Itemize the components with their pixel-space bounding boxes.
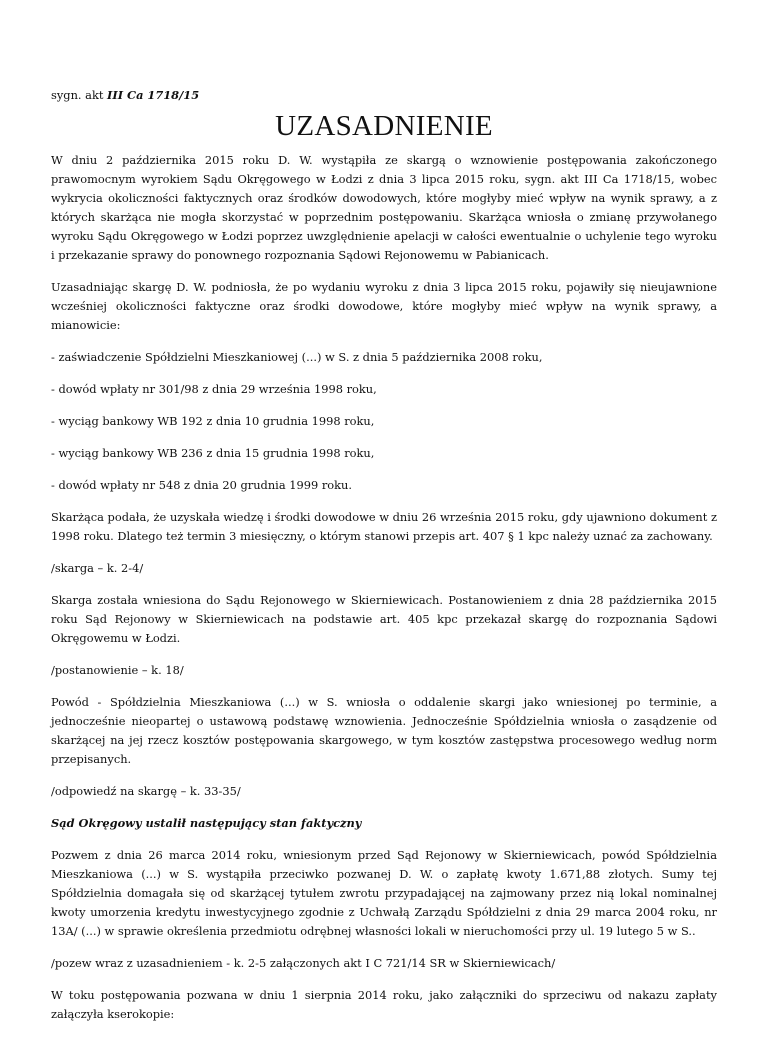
record-reference: /postanowienie – k. 18/ — [51, 663, 184, 677]
evidence-list-item: - dowód wpłaty nr 301/98 z dnia 29 września 1998 roku, — [51, 382, 377, 396]
evidence-list-item: - dowód wpłaty nr 548 z dnia 20 grudnia 1999 roku. — [51, 478, 353, 492]
section-heading: Sąd Okręgowy ustalił następujący stan faktyczny — [51, 816, 362, 830]
document-title: UZASADNIENIE — [275, 110, 493, 142]
case-reference — [51, 86, 717, 105]
evidence-list-item: - wyciąg bankowy WB 192 z dnia 10 grudnia 1998 roku, — [51, 414, 375, 428]
case-reference-number: III Ca 1718/15 — [107, 88, 200, 102]
paragraph-deadline: Skarżąca podała, że uzyskała wiedzę i środki dowodowe w dniu 26 września 2015 roku, gdy ujawniono dokument z 1998 roku. Dlatego też termin 3 miesięczny, o którym stanowi przepis art. 407 § 1 kpc należy uznać za zachowany. — [51, 510, 717, 543]
evidence-list-item: - zaświadczenie Spółdzielni Mieszkaniowej (...) w S. z dnia 5 października 2008 roku, — [51, 350, 543, 364]
record-reference: /skarga – k. 2-4/ — [51, 561, 144, 575]
paragraph-transfer: Skarga została wniesiona do Sądu Rejonowego w Skierniewicach. Postanowieniem z dnia 28 października 2015 roku Sąd Rejonowy w Skierniewicach na podstawie art. 405 kpc przekazał skargę do rozpoznania Sądowi Okręgowemu w Łodzi. — [51, 593, 717, 645]
paragraph-grounds: Uzasadniając skargę D. W. podniosła, że po wydaniu wyroku z dnia 3 lipca 2015 roku, pojawiły się nieujawnione wcześniej okoliczności faktyczne oraz środki dowodowe, które mogłyby mieć wpływ na wynik sprawy, a mianowicie: — [51, 280, 717, 332]
paragraph-facts: Pozwem z dnia 26 marca 2014 roku, wniesionym przed Sąd Rejonowy w Skierniewicach, powód Spółdzielnia Mieszkaniowa (...) w S. wystąpiła przeciwko pozwanej D. W. o zapłatę kwoty 1.671,88 złotych. Sumy tej Spółdzielnia domagała się od skarżącej tytułem zwrotu przypadającej na zajmowany przez nią lokal nominalnej kwoty umorzenia kredytu inwestycyjnego zgodnie z Uchwałą Zarządu Spółdzielni z dnia 29 marca 2004 roku, nr 13A/ (...) w sprawie określenia przedmiotu odrębnej własności lokali w nieruchomości przy ul. 19 lutego 5 w S.. — [51, 848, 717, 938]
record-reference: /odpowiedź na skargę – k. 33-35/ — [51, 784, 241, 798]
document-page — [51, 86, 717, 1037]
paragraph-intro: W dniu 2 października 2015 roku D. W. wystąpiła ze skargą o wznowienie postępowania zakończonego prawomocnym wyrokiem Sądu Okręgowego w Łodzi z dnia 3 lipca 2015 roku, sygn. akt III Ca 1718/15, wobec wykrycia okoliczności faktycznych oraz środków dowodowych, które mogłyby mieć wpływ na wynik sprawy, a z których skarżąca nie mogła skorzystać w poprzednim postępowaniu. Skarżąca wniosła o zmianę przywołanego wyroku Sądu Okręgowego w Łodzi poprzez uwzględnienie apelacji w całości ewentualnie o uchylenie tego wyroku i przekazanie sprawy do ponownego rozpoznania Sądowi Rejonowemu w Pabianicach. — [51, 153, 717, 262]
case-reference-prefix: sygn. akt — [51, 88, 108, 102]
paragraph-attachments: W toku postępowania pozwana w dniu 1 sierpnia 2014 roku, jako załączniki do sprzeciwu od nakazu zapłaty załączyła kserokopie: — [51, 988, 717, 1021]
evidence-list-item: - wyciąg bankowy WB 236 z dnia 15 grudnia 1998 roku, — [51, 446, 375, 460]
paragraph-plaintiff-response: Powód - Spółdzielnia Mieszkaniowa (...) w S. wniosła o oddalenie skargi jako wniesionej po terminie, a jednocześnie nieopartej o ustawową podstawę wznowienia. Jednocześnie Spółdzielnia wniosła o zasądzenie od skarżącej na jej rzecz kosztów postępowania skargowego, w tym kosztów zastępstwa procesowego według norm przepisanych. — [51, 695, 717, 766]
record-reference: /pozew wraz z uzasadnieniem - k. 2-5 załączonych akt I C 721/14 SR w Skierniewicach/ — [51, 956, 556, 970]
